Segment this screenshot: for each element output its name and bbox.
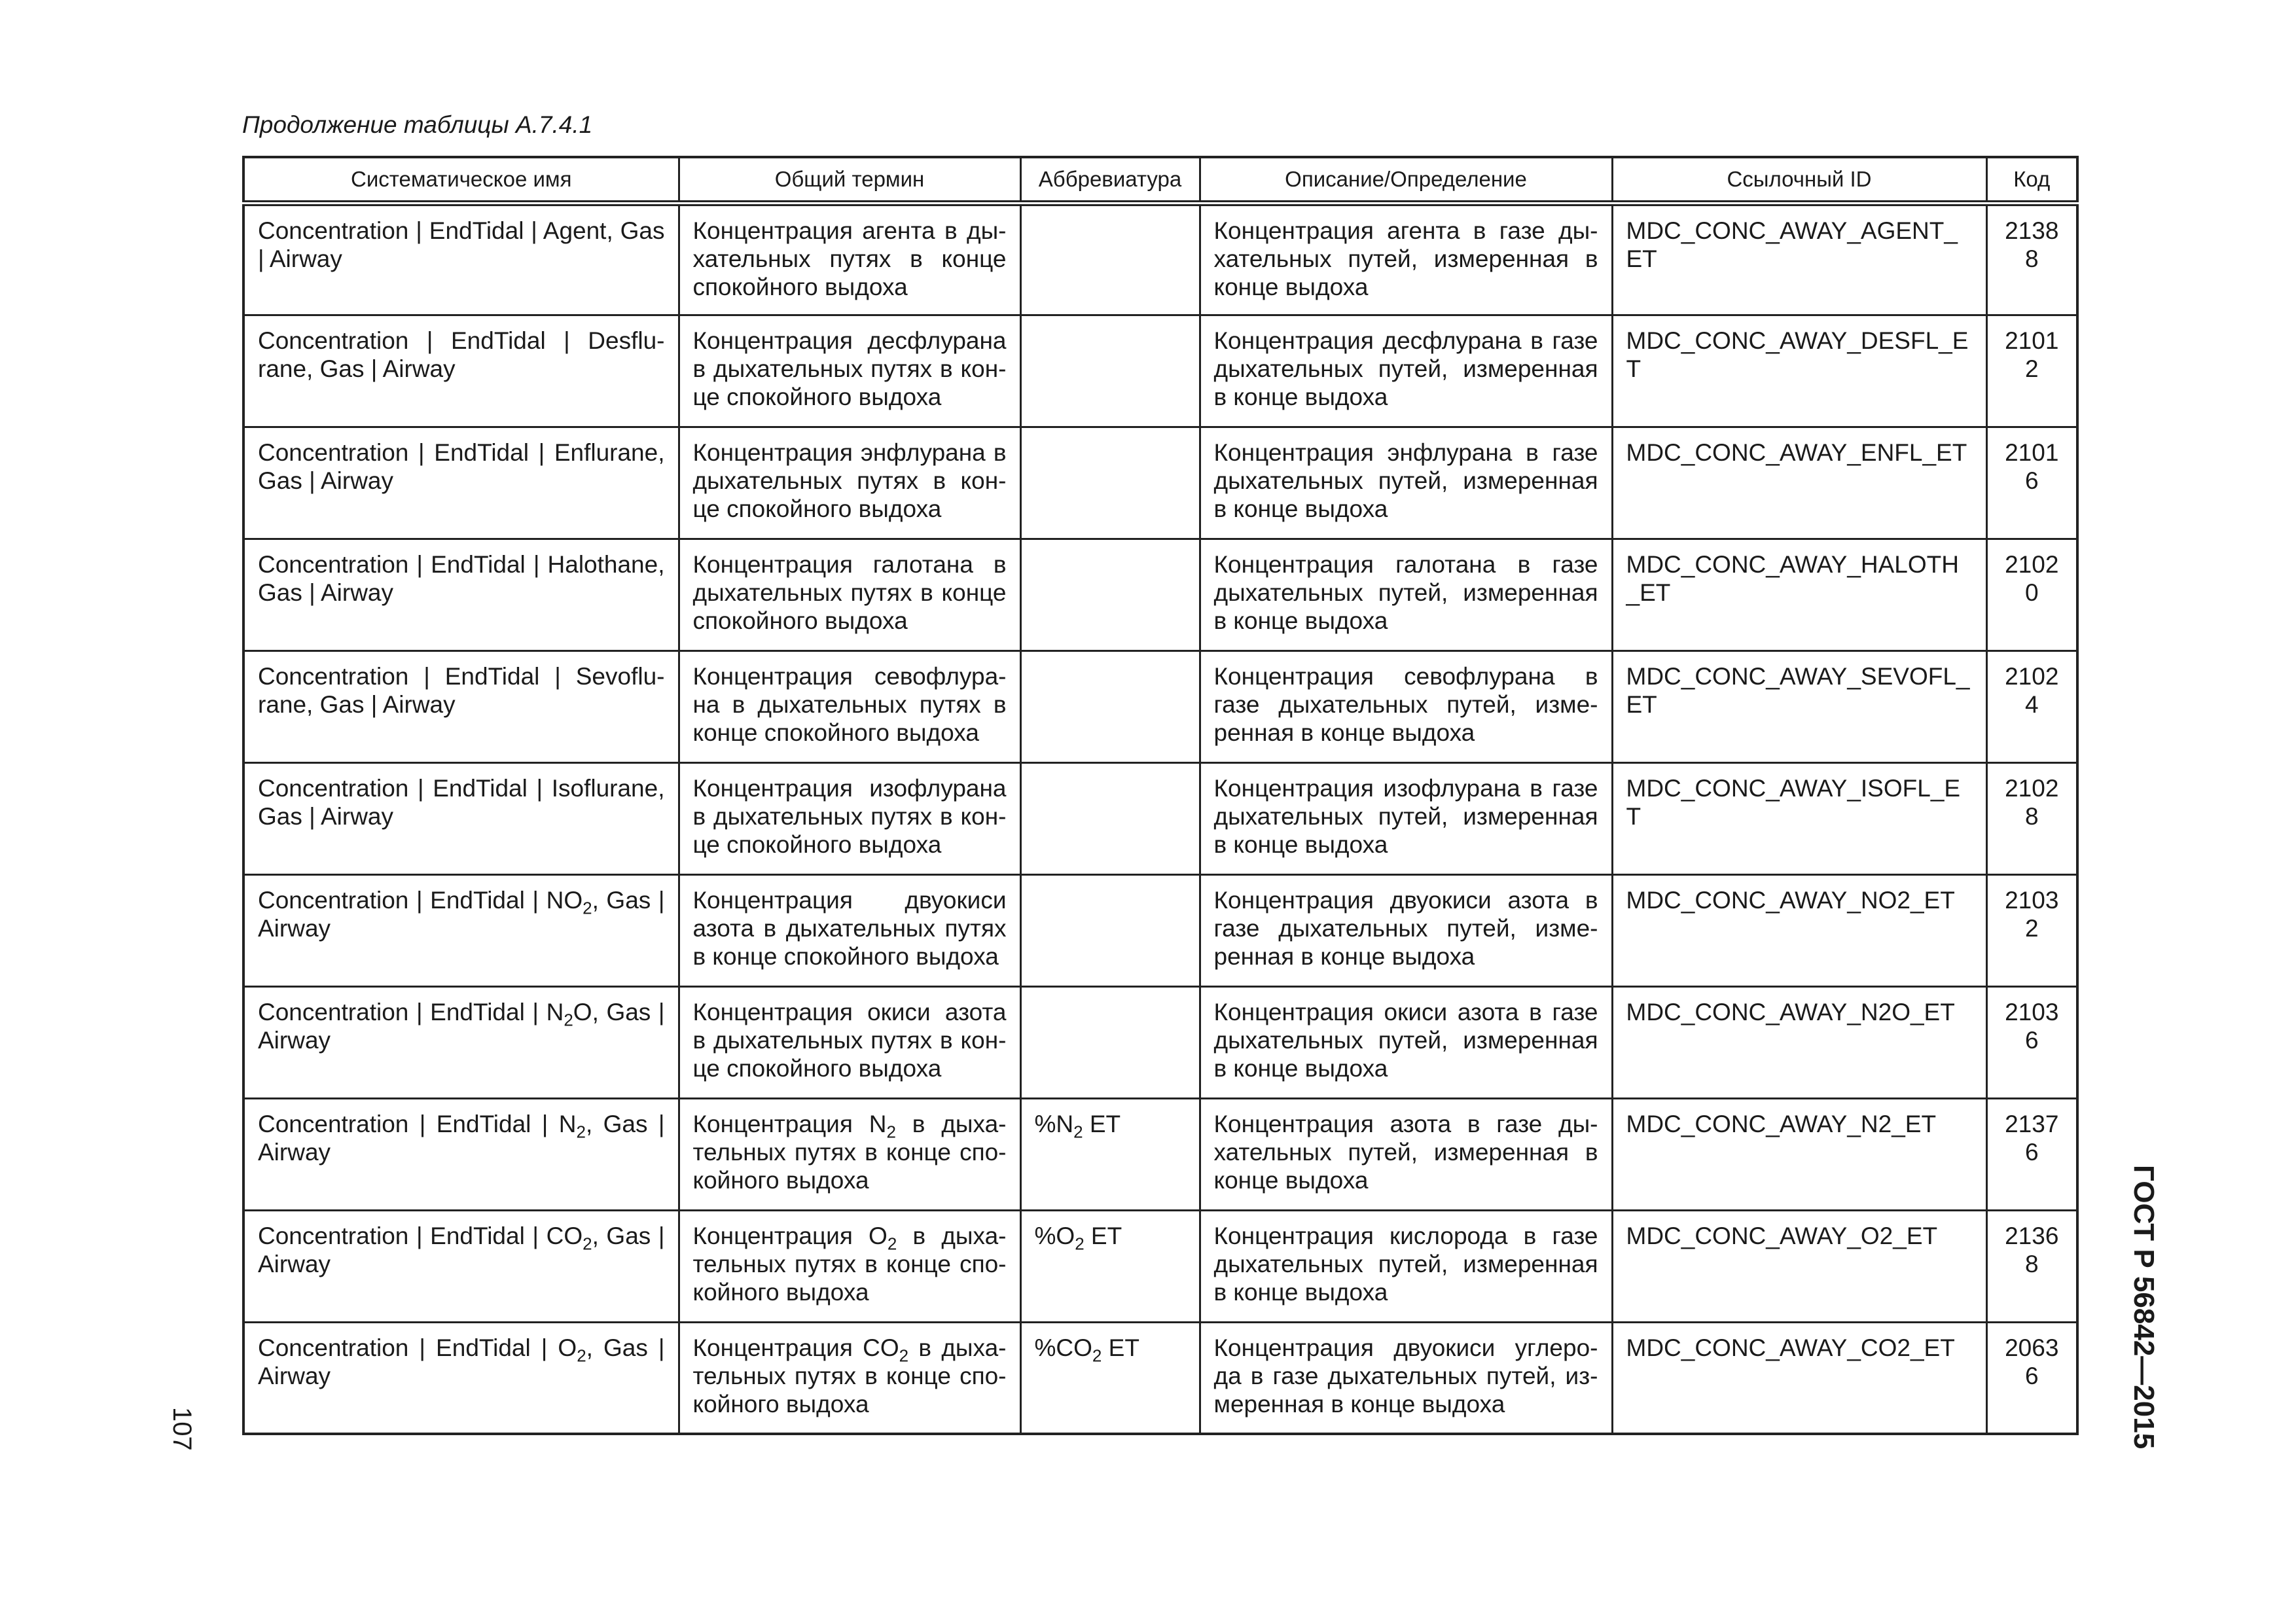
cell-description: Концентрация кислорода в газе дыхательных путей, измеренная в конце выдоха	[1200, 1210, 1612, 1322]
cell-reference-id: MDC_CONC_AWAY_ENFL_ET	[1612, 427, 1986, 539]
header-abbreviation: Аббревиатура	[1020, 157, 1200, 203]
header-description: Описание/Определение	[1200, 157, 1612, 203]
cell-code: 21012	[1986, 315, 2077, 427]
table-row	[243, 315, 2077, 427]
cell-description: Концентрация двуокиси углеро-да в газе дыхательных путей, из-меренная в конце выдоха	[1200, 1322, 1612, 1434]
table-row	[243, 1322, 2077, 1434]
cell-systematic-name: Concentration | EndTidal | $CO_2$, Gas | Airway	[243, 1210, 679, 1322]
cell-systematic-name: Concentration | EndTidal | Agent, Gas | Airway	[243, 203, 679, 315]
cell-common-term: Концентрация десфлурана в дыхательных путях в кон-це спокойного выдоха	[679, 315, 1020, 427]
cell-abbreviation	[1020, 651, 1200, 762]
cell-systematic-name: Concentration | EndTidal | Enflurane, Gas | Airway	[243, 427, 679, 539]
cell-code: 21036	[1986, 986, 2077, 1098]
table-header-row	[243, 157, 2077, 203]
cell-code: 21024	[1986, 651, 2077, 762]
cell-description: Концентрация галотана в газе дыхательных путей, измеренная в конце выдоха	[1200, 539, 1612, 651]
table-row	[243, 1210, 2077, 1322]
table-row	[243, 203, 2077, 315]
cell-abbreviation	[1020, 539, 1200, 651]
cell-systematic-name: Concentration | EndTidal | $N_2$, Gas | Airway	[243, 1098, 679, 1210]
cell-code: 21032	[1986, 874, 2077, 986]
cell-systematic-name: Concentration | EndTidal | Halothane, Gas | Airway	[243, 539, 679, 651]
table-row	[243, 762, 2077, 874]
cell-reference-id: MDC_CONC_AWAY_N2O_ET	[1612, 986, 1986, 1098]
terms-table	[242, 156, 2079, 1435]
cell-reference-id: MDC_CONC_AWAY_N2_ET	[1612, 1098, 1986, 1210]
cell-reference-id: MDC_CONC_AWAY_ISOFL_ET	[1612, 762, 1986, 874]
cell-reference-id: MDC_CONC_AWAY_NO2_ET	[1612, 874, 1986, 986]
cell-description: Концентрация агента в газе ды-хательных путей, измеренная в конце выдоха	[1200, 203, 1612, 315]
table-row	[243, 427, 2077, 539]
header-systematic-name: Систематическое имя	[243, 157, 679, 203]
cell-description: Концентрация десфлурана в газе дыхательных путей, измеренная в конце выдоха	[1200, 315, 1612, 427]
header-reference-id: Ссылочный ID	[1612, 157, 1986, 203]
cell-systematic-name: Concentration | EndTidal | Isoflurane, Gas | Airway	[243, 762, 679, 874]
cell-systematic-name: Concentration | EndTidal | $O_2$, Gas | Airway	[243, 1322, 679, 1434]
cell-reference-id: MDC_CONC_AWAY_SEVOFL_ET	[1612, 651, 1986, 762]
cell-common-term: Концентрация изофлурана в дыхательных путях в кон-це спокойного выдоха	[679, 762, 1020, 874]
cell-code: 21020	[1986, 539, 2077, 651]
cell-description: Концентрация двуокиси азота в газе дыхательных путей, изме-ренная в конце выдоха	[1200, 874, 1612, 986]
cell-abbreviation	[1020, 427, 1200, 539]
cell-abbreviation	[1020, 874, 1200, 986]
cell-code: 21376	[1986, 1098, 2077, 1210]
cell-abbreviation: $\%CO_2$ ET	[1020, 1322, 1200, 1434]
table-row	[243, 874, 2077, 986]
cell-abbreviation	[1020, 762, 1200, 874]
cell-systematic-name: Concentration | EndTidal | Desflu-rane, Gas | Airway	[243, 315, 679, 427]
table-row	[243, 986, 2077, 1098]
header-common-term: Общий термин	[679, 157, 1020, 203]
cell-common-term: Концентрация энфлурана в дыхательных путях в кон-це спокойного выдоха	[679, 427, 1020, 539]
cell-reference-id: MDC_CONC_AWAY_HALOTH_ET	[1612, 539, 1986, 651]
table-row	[243, 1098, 2077, 1210]
page-number: 107	[168, 1407, 196, 1451]
cell-common-term: Концентрация $O_2$ в дыха-тельных путях в конце спо-койного выдоха	[679, 1210, 1020, 1322]
table-caption: Продолжение таблицы А.7.4.1	[242, 111, 593, 138]
cell-systematic-name: Concentration | EndTidal | Sevoflu-rane, Gas | Airway	[243, 651, 679, 762]
cell-abbreviation	[1020, 315, 1200, 427]
cell-description: Концентрация севофлурана в газе дыхательных путей, изме-ренная в конце выдоха	[1200, 651, 1612, 762]
cell-abbreviation	[1020, 203, 1200, 315]
header-code: Код	[1986, 157, 2077, 203]
cell-common-term: Концентрация севофлура-на в дыхательных путях в конце спокойного выдоха	[679, 651, 1020, 762]
cell-reference-id: MDC_CONC_AWAY_CO2_ET	[1612, 1322, 1986, 1434]
cell-description: Концентрация окиси азота в газе дыхательных путей, измеренная в конце выдоха	[1200, 986, 1612, 1098]
cell-abbreviation: $\%N_2$ ET	[1020, 1098, 1200, 1210]
cell-common-term: Концентрация окиси азота в дыхательных путях в кон-це спокойного выдоха	[679, 986, 1020, 1098]
cell-description: Концентрация энфлурана в газе дыхательных путей, измеренная в конце выдоха	[1200, 427, 1612, 539]
table-row	[243, 651, 2077, 762]
cell-reference-id: MDC_CONC_AWAY_AGENT_ET	[1612, 203, 1986, 315]
cell-description: Концентрация изофлурана в газе дыхательных путей, измеренная в конце выдоха	[1200, 762, 1612, 874]
cell-reference-id: MDC_CONC_AWAY_O2_ET	[1612, 1210, 1986, 1322]
cell-code: 21368	[1986, 1210, 2077, 1322]
cell-code: 21388	[1986, 203, 2077, 315]
cell-systematic-name: Concentration | EndTidal | $NO_2$, Gas | Airway	[243, 874, 679, 986]
cell-description: Концентрация азота в газе ды-хательных путей, измеренная в конце выдоха	[1200, 1098, 1612, 1210]
table-row	[243, 539, 2077, 651]
cell-common-term: Концентрация агента в ды-хательных путях в конце спокойного выдоха	[679, 203, 1020, 315]
cell-systematic-name: Concentration | EndTidal | $N_2O$, Gas | Airway	[243, 986, 679, 1098]
cell-reference-id: MDC_CONC_AWAY_DESFL_ET	[1612, 315, 1986, 427]
cell-code: 21028	[1986, 762, 2077, 874]
cell-abbreviation	[1020, 986, 1200, 1098]
cell-code: 20636	[1986, 1322, 2077, 1434]
cell-common-term: Концентрация двуокиси азота в дыхательных путях в конце спокойного выдоха	[679, 874, 1020, 986]
cell-abbreviation: $\%O_2$ ET	[1020, 1210, 1200, 1322]
cell-common-term: Концентрация галотана в дыхательных путях в конце спокойного выдоха	[679, 539, 1020, 651]
cell-common-term: Концентрация $N_2$ в дыха-тельных путях в конце спо-койного выдоха	[679, 1098, 1020, 1210]
cell-common-term: Концентрация $CO_2$ в дыха-тельных путях в конце спо-койного выдоха	[679, 1322, 1020, 1434]
cell-code: 21016	[1986, 427, 2077, 539]
standard-designation: ГОСТ Р 56842—2015	[2128, 1165, 2160, 1450]
